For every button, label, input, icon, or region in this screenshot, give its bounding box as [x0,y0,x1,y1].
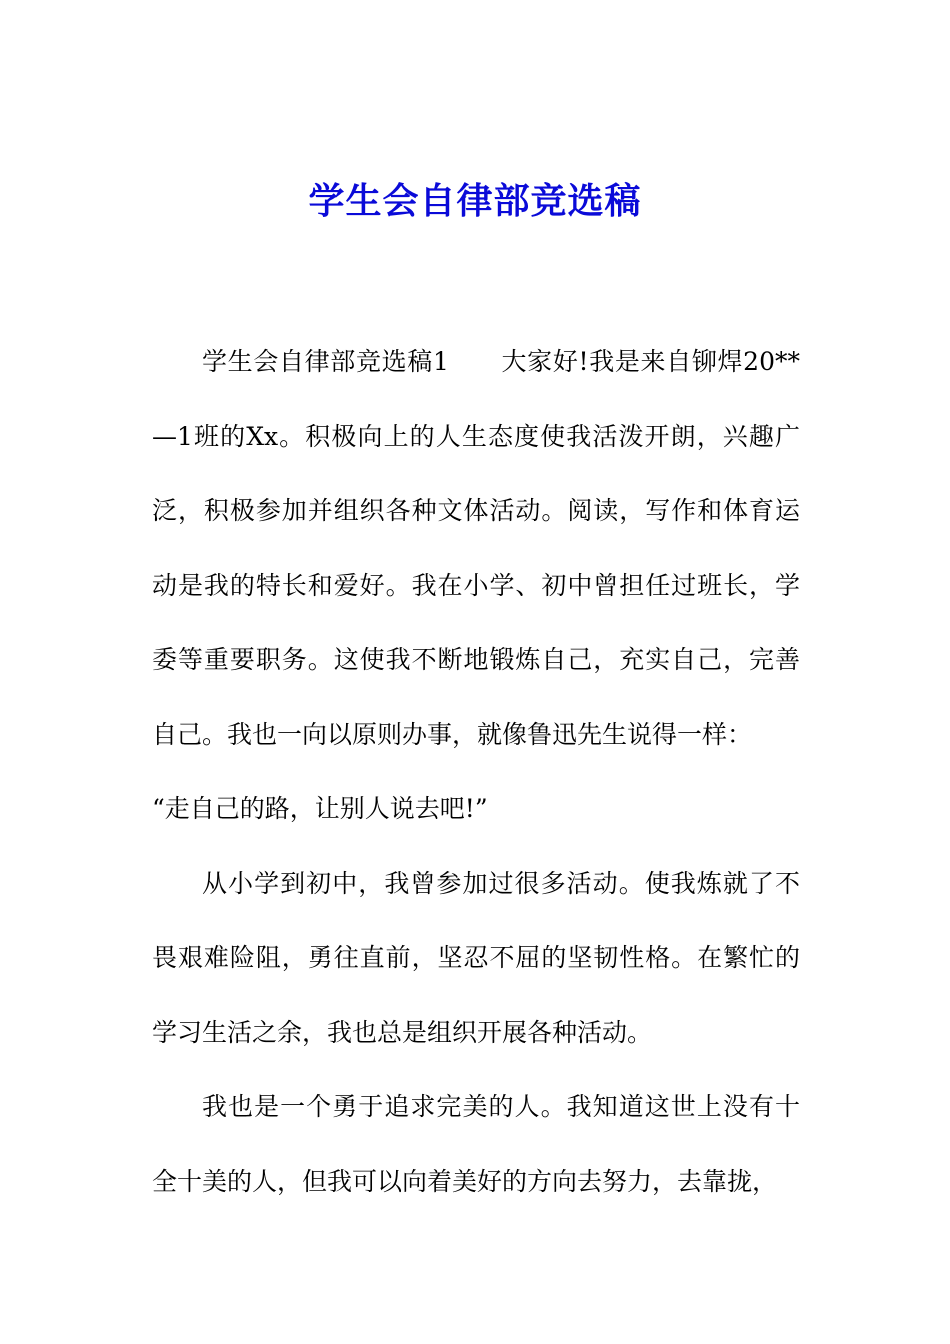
document-title: 学生会自律部竞选稿 [308,181,642,222]
document-body [152,325,800,1219]
paragraph-1 [152,325,800,847]
paragraph-3: 我也是一个勇于追求完美的人。我知道这世上没有十全十美的人，但我可以向着美好的方向去努力，去靠拢， [152,1092,800,1196]
paragraph-lead: 学生会自律部竞选稿1 [202,347,449,376]
paragraph-2: 从小学到初中，我曾参加过很多活动。使我炼就了不畏艰难险阻，勇往直前，坚忍不屈的坚韧性格。在繁忙的学习生活之余，我也总是组织开展各种活动。 [152,868,800,1047]
paragraph-quote: “走自己的路，让别人说去吧!” [152,794,488,823]
paragraph-text: 大家好!我是来自铆焊20**—1班的Xx。积极向上的人生态度使我活泼开朗，兴趣广泛，积极参加并组织各种文体活动。阅读，写作和体育运动是我的特长和爱好。我在小学、初中曾担任过班长，学委等重要职务。这使我不断地锻炼自己，充实自己，完善自己。我也一向以原则办事，就像鲁迅先生说得一样： [152,347,800,749]
